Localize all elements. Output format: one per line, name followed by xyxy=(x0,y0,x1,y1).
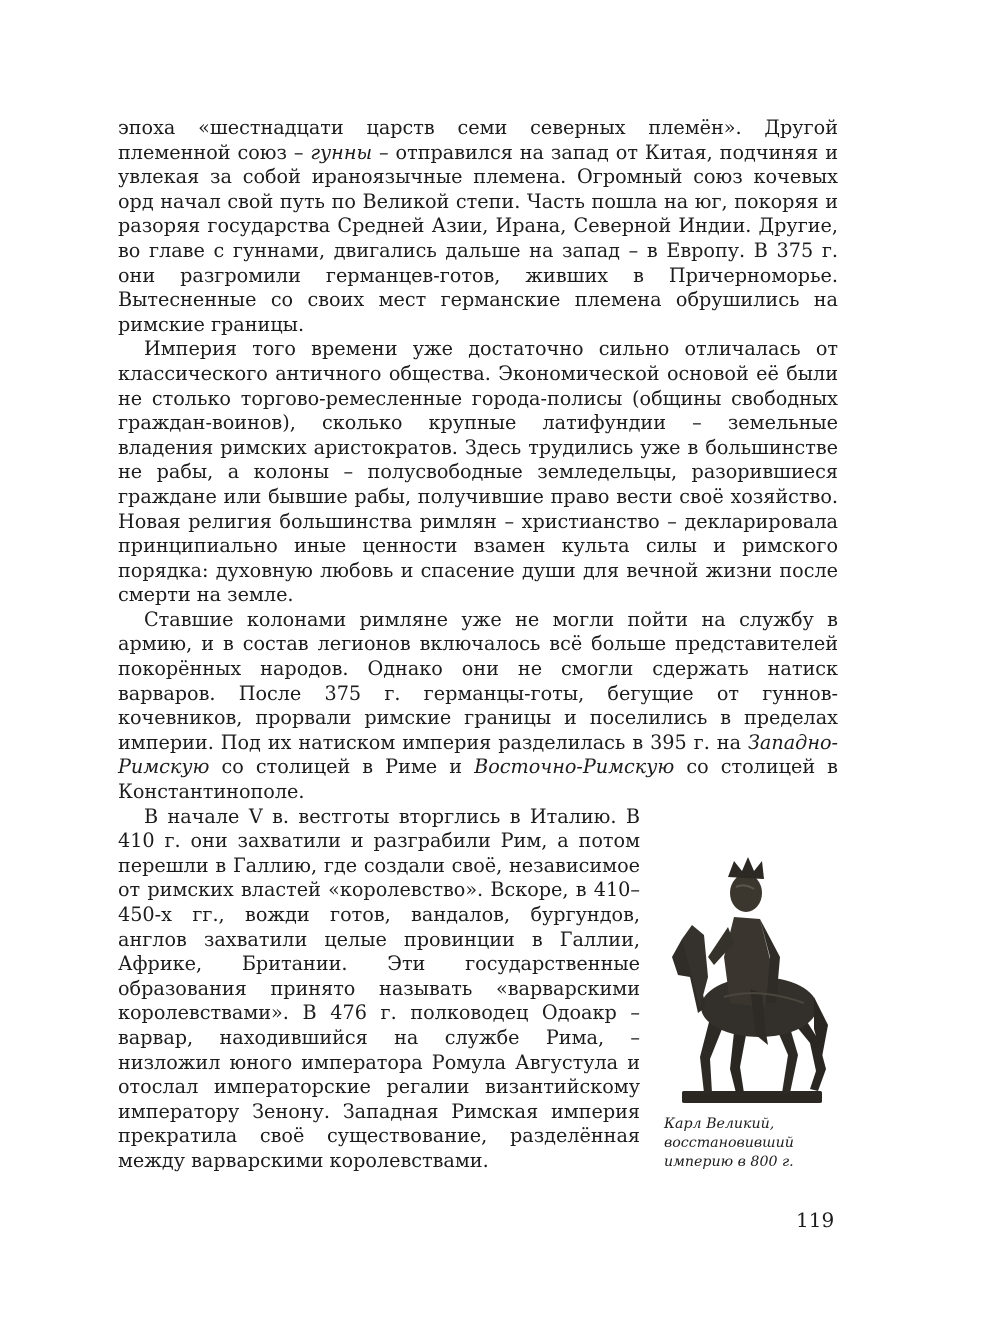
page-body xyxy=(118,116,838,1185)
term-huns: гунны xyxy=(310,140,373,164)
figure-caption: Карл Великий, восстановивший империю в 800 г. xyxy=(664,1115,794,1170)
paragraph-2: Империя того времени уже достаточно сильно отличалась от классического античного общества. Экономической основой её были не столько торгово-ремесленные города-полисы (общины свободных граждан-воинов), сколько крупные латифундии – земельные владения римских аристократов. Здесь трудились уже в большинстве не рабы, а колоны – полусвободные земледельцы, разорившиеся граждане или бывшие рабы, получившие право вести своё хозяйство. Новая религия большинства римлян – христианство – декларировала принципиально иные ценности взамен культа силы и римского порядка: духовную любовь и спасение души для вечной жизни после смерти на земле. xyxy=(118,337,838,607)
paragraph-3: Ставшие колонами римляне уже не могли пойти на службу в армию, и в состав легионов включалось всё больше представителей покорённых народов. Однако они не смогли сдержать натиск варваров. После 375 г. германцы-готы, бегущие от гуннов-кочевников, прорвали римские границы и поселились в пределах империи. Под их натиском империя разделилась в 395 г. на Западно-Римскую со столицей в Риме и Восточно-Римскую со столицей в Константинополе. xyxy=(118,607,838,804)
figure xyxy=(664,807,838,1172)
equestrian-statue-image xyxy=(664,807,832,1107)
term-western-roman: Западно-Римскую xyxy=(118,730,838,779)
text-with-figure xyxy=(118,805,838,1185)
paragraph-1: эпоха «шестнадцати царств семи северных племён». Другой племенной союз – гунны – отправился на запад от Китая, подчиняя и увлекая за собой ираноязычные племена. Огромный союз кочевых орд начал свой путь по Великой степи. Часть пошла на юг, покоряя и разоряя государства Средней Азии, Ирана, Северной Индии. Другие, во главе с гуннами, двигались дальше на запад – в Европу. В 375 г. они разгромили германцев-готов, живших в Причерноморье. Вытесненные со своих мест германские племена обрушились на римские границы. xyxy=(118,116,838,336)
page-number: 119 xyxy=(796,1208,835,1232)
paragraph-4: В начале V в. вестготы вторглись в Италию. В 410 г. они захватили и разграбили Рим, а потом перешли в Галлию, где создали своё, независимое от римских властей «королевство». Вскоре, в 410–450-х гг., вожди готов, вандалов, бургундов, англов захватили целые провинции в Галлии, Африке, Британии. Эти государственные образования принято называть «варварскими королевствами». В 476 г. полководец Одоакр – варвар, находившийся на службе Рима, – низложил юного императора Ромула Августула и отослал императорские регалии византийскому императору Зенону. Западная Римская империя прекратила своё существование, разделённая между варварскими королевствами. xyxy=(118,804,640,1172)
term-eastern-roman: Восточно-Римскую xyxy=(474,755,675,779)
